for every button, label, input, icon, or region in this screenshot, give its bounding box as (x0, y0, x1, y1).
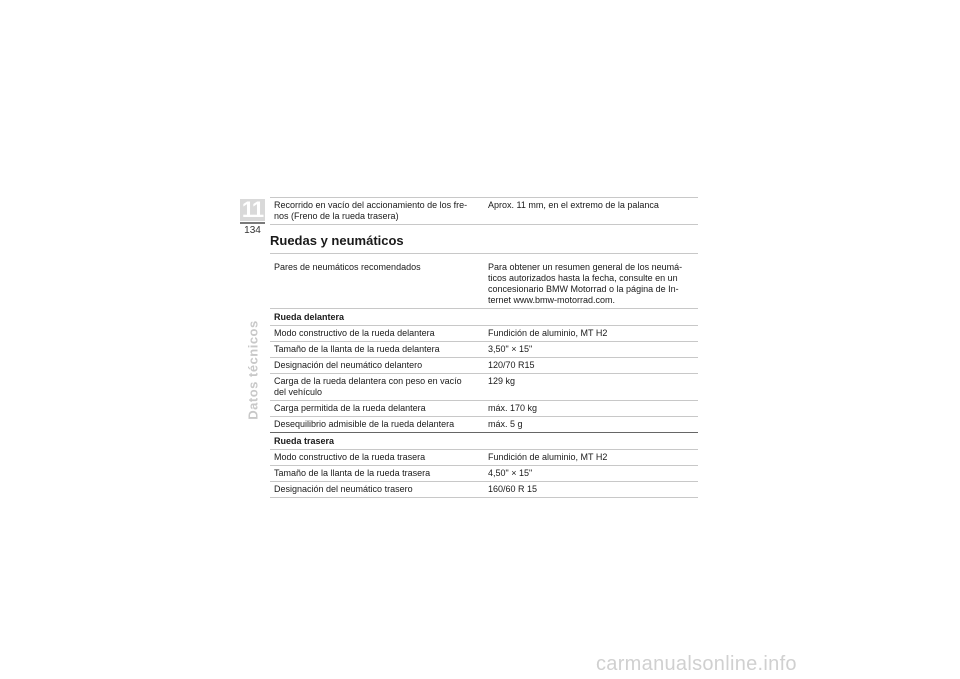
chapter-divider (240, 222, 265, 224)
chapter-number: 11 (241, 197, 264, 222)
table-row (270, 417, 698, 433)
front-wheel-heading: Rueda delantera (270, 309, 698, 326)
row-value: 160/60 R 15 (488, 484, 538, 494)
row-label: Carga permitida de la rueda delantera (274, 403, 426, 413)
brake-value: Aprox. 11 mm, en el extremo de la palanca (488, 200, 659, 210)
row-value: 129 kg (488, 376, 516, 386)
row-value: Fundición de aluminio, MT H2 (488, 452, 608, 462)
row-label: Carga de la rueda delantera con peso en vacío del vehículo (274, 376, 462, 397)
row-value: 3,50" × 15" (488, 344, 533, 354)
row-label: Designación del neumático trasero (274, 484, 413, 494)
row-value: 120/70 R15 (488, 360, 535, 370)
content-area (270, 197, 698, 498)
row-label: Tamaño de la llanta de la rueda trasera (274, 468, 431, 478)
brake-label: Recorrido en vacío del accionamiento de los fre-nos (Freno de la rueda trasera) (274, 200, 468, 221)
row-label: Desequilibrio admisible de la rueda delantera (274, 419, 455, 429)
table-row (270, 466, 698, 482)
recommended-value: Para obtener un resumen general de los neumá-ticos autorizados hasta la fecha, consulte en un concesionario BMW Motorrad o la página de In-ternet www.bmw-motorrad.com. (488, 262, 683, 305)
row-label: Designación del neumático delantero (274, 360, 423, 370)
section-title: Ruedas y neumáticos (270, 233, 698, 254)
row-value: máx. 5 g (488, 419, 523, 429)
row-label: Modo constructivo de la rueda trasera (274, 452, 426, 462)
recommended-row (270, 260, 698, 309)
row-label: Tamaño de la llanta de la rueda delantera (274, 344, 440, 354)
chapter-marker (240, 199, 265, 237)
table-row (270, 342, 698, 358)
table-row (270, 450, 698, 466)
side-chapter-title-text: Datos técnicos (245, 320, 261, 420)
table-row (270, 401, 698, 417)
page-number: 134 (244, 225, 261, 236)
brake-row (270, 197, 698, 225)
table-row (270, 326, 698, 342)
row-value: máx. 170 kg (488, 403, 538, 413)
watermark: carmanualsonline.info (596, 653, 797, 675)
side-chapter-title (235, 320, 271, 420)
row-value: Fundición de aluminio, MT H2 (488, 328, 608, 338)
row-value: 4,50" × 15" (488, 468, 533, 478)
row-label: Modo constructivo de la rueda delantera (274, 328, 435, 338)
rear-wheel-heading: Rueda trasera (270, 433, 698, 450)
table-row (270, 358, 698, 374)
table-row (270, 374, 698, 401)
recommended-label: Pares de neumáticos recomendados (274, 262, 421, 272)
table-row (270, 482, 698, 498)
